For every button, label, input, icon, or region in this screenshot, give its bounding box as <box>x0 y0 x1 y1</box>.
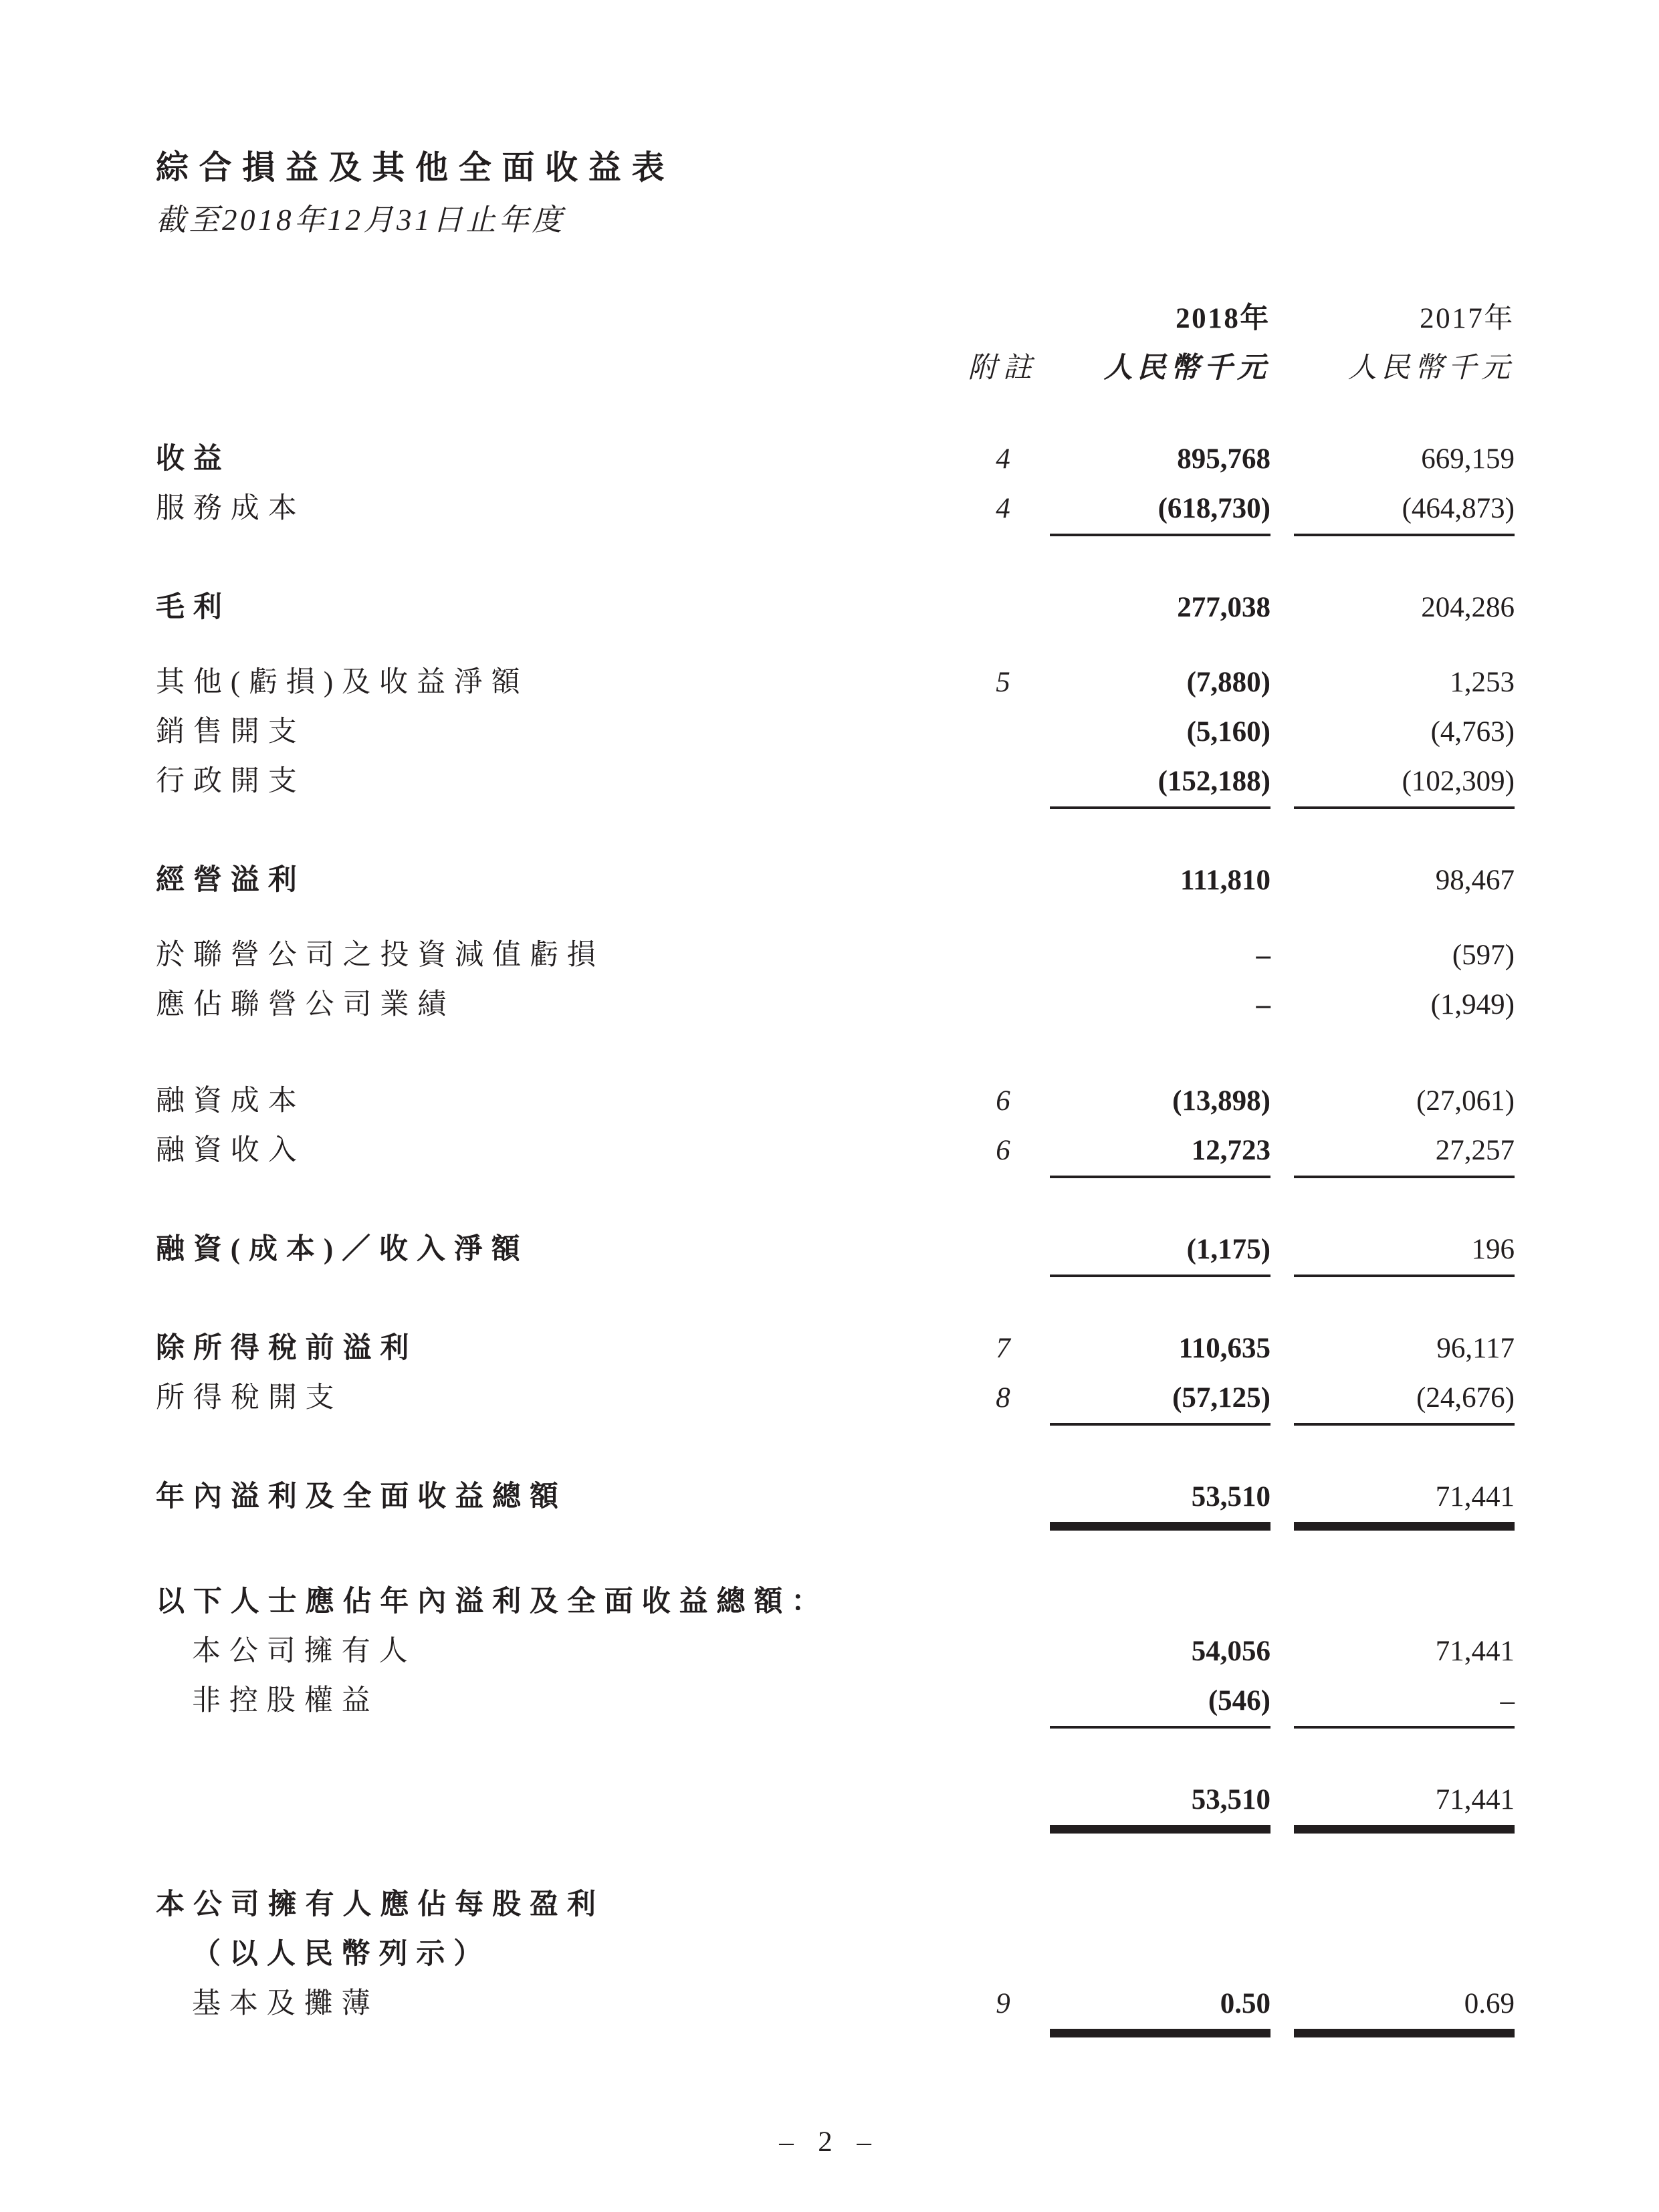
value-2017: 0.69 <box>1294 1979 1515 2037</box>
column-header-2017: 2017年 <box>1420 303 1515 334</box>
table-row <box>156 583 1515 633</box>
value-2017: 27,257 <box>1294 1126 1515 1178</box>
value-2017: (464,873) <box>1294 484 1515 536</box>
row-note: 4 <box>996 493 1010 524</box>
table-row <box>156 1577 1515 1627</box>
row-label: 所得稅開支 <box>156 1382 343 1414</box>
financial-statement <box>156 148 1515 2037</box>
value-2018: (7,880) <box>1186 667 1270 698</box>
row-label: 融資(成本)／收入淨額 <box>156 1234 529 1265</box>
row-note: 7 <box>996 1333 1010 1364</box>
row-note: 8 <box>996 1382 1010 1414</box>
statement-period: 截至2018年12月31日止年度 <box>156 203 566 237</box>
row-note: 9 <box>996 1988 1010 2019</box>
value-2018: (1,175) <box>1050 1225 1270 1277</box>
row-label: 於聯營公司之投資減值虧損 <box>156 939 604 971</box>
value-2018: (13,898) <box>1172 1085 1270 1117</box>
row-label: 毛利 <box>156 592 231 623</box>
value-2017: 669,159 <box>1421 443 1515 475</box>
value-2017: (27,061) <box>1416 1085 1515 1117</box>
table-row <box>156 856 1515 905</box>
column-unit-2018: 人民幣千元 <box>1103 352 1270 384</box>
row-label: 以下人士應佔年內溢利及全面收益總額： <box>156 1586 829 1618</box>
value-2018: (618,730) <box>1050 484 1270 536</box>
value-2017: 98,467 <box>1435 865 1515 896</box>
value-2017: 204,286 <box>1421 592 1515 623</box>
page-number: – 2 – <box>779 2126 880 2158</box>
row-label: 本公司擁有人 <box>192 1636 417 1667</box>
value-2017: – <box>1294 1676 1515 1729</box>
row-label: 融資成本 <box>156 1085 306 1117</box>
value-2017: (597) <box>1452 939 1515 971</box>
value-2017: (4,763) <box>1430 716 1515 748</box>
table-row <box>156 1775 1515 1834</box>
value-2018: (5,160) <box>1186 716 1270 748</box>
table-row <box>156 1472 1515 1531</box>
value-2018: 53,510 <box>1050 1775 1270 1834</box>
value-2018: 0.50 <box>1050 1979 1270 2037</box>
row-label: 收益 <box>156 443 231 475</box>
row-label: 其他(虧損)及收益淨額 <box>156 667 529 698</box>
table-row <box>156 980 1515 1030</box>
value-2018: 53,510 <box>1050 1472 1270 1531</box>
table-row <box>156 931 1515 980</box>
column-header-note: 附註 <box>968 352 1038 384</box>
table-header <box>156 294 1515 393</box>
row-note: 5 <box>996 667 1010 698</box>
table-row <box>156 757 1515 809</box>
row-label: 行政開支 <box>156 766 306 797</box>
table-header-year-row <box>156 294 1515 344</box>
value-2017: 196 <box>1294 1225 1515 1277</box>
value-2017: (24,676) <box>1294 1373 1515 1426</box>
table-row <box>156 1077 1515 1126</box>
table-row <box>156 435 1515 484</box>
row-label: 基本及攤薄 <box>192 1988 379 2019</box>
row-label: 非控股權益 <box>192 1685 379 1717</box>
value-2017: 71,441 <box>1435 1636 1515 1667</box>
table-header-unit-row <box>156 344 1515 393</box>
table-row <box>156 1126 1515 1178</box>
value-2017: 96,117 <box>1436 1333 1515 1364</box>
table-row <box>156 1930 1515 1979</box>
value-2017: 1,253 <box>1450 667 1515 698</box>
row-label: （以人民幣列示） <box>192 1939 491 1970</box>
value-2018: 895,768 <box>1177 443 1270 475</box>
table-row <box>156 707 1515 757</box>
row-label: 銷售開支 <box>156 716 306 748</box>
table-row <box>156 658 1515 707</box>
value-2018: (152,188) <box>1050 757 1270 809</box>
value-2017: 71,441 <box>1294 1472 1515 1531</box>
row-note: 4 <box>996 443 1010 475</box>
value-2018: (57,125) <box>1050 1373 1270 1426</box>
column-header-2018: 2018年 <box>1176 303 1270 334</box>
value-2018: 12,723 <box>1050 1126 1270 1178</box>
value-2018: (546) <box>1050 1676 1270 1729</box>
value-2018: – <box>1256 989 1270 1020</box>
value-2017: (1,949) <box>1430 989 1515 1020</box>
table-row <box>156 1324 1515 1373</box>
row-note: 6 <box>996 1085 1010 1117</box>
value-2018: 110,635 <box>1178 1333 1270 1364</box>
value-2017: 71,441 <box>1294 1775 1515 1834</box>
row-label: 服務成本 <box>156 493 306 524</box>
row-label: 融資收入 <box>156 1135 306 1166</box>
row-label: 除所得稅前溢利 <box>156 1333 418 1364</box>
table-row <box>156 1676 1515 1729</box>
value-2018: 111,810 <box>1180 865 1270 896</box>
row-label: 年內溢利及全面收益總額 <box>156 1481 567 1513</box>
page-title: 綜合損益及其他全面收益表 <box>156 149 675 186</box>
row-note: 6 <box>996 1135 1010 1166</box>
value-2018: 54,056 <box>1191 1636 1270 1667</box>
table-row <box>156 484 1515 536</box>
table-row <box>156 1225 1515 1277</box>
table-row <box>156 1373 1515 1426</box>
value-2018: 277,038 <box>1177 592 1270 623</box>
row-label: 經營溢利 <box>156 865 306 896</box>
row-label: 應佔聯營公司業績 <box>156 989 455 1020</box>
table-row <box>156 1627 1515 1676</box>
row-label: 本公司擁有人應佔每股盈利 <box>156 1889 604 1920</box>
table-row <box>156 1979 1515 2037</box>
column-unit-2017: 人民幣千元 <box>1347 352 1515 384</box>
statement-table-body <box>156 435 1515 2037</box>
value-2017: (102,309) <box>1294 757 1515 809</box>
table-row <box>156 1880 1515 1930</box>
value-2018: – <box>1256 939 1270 971</box>
